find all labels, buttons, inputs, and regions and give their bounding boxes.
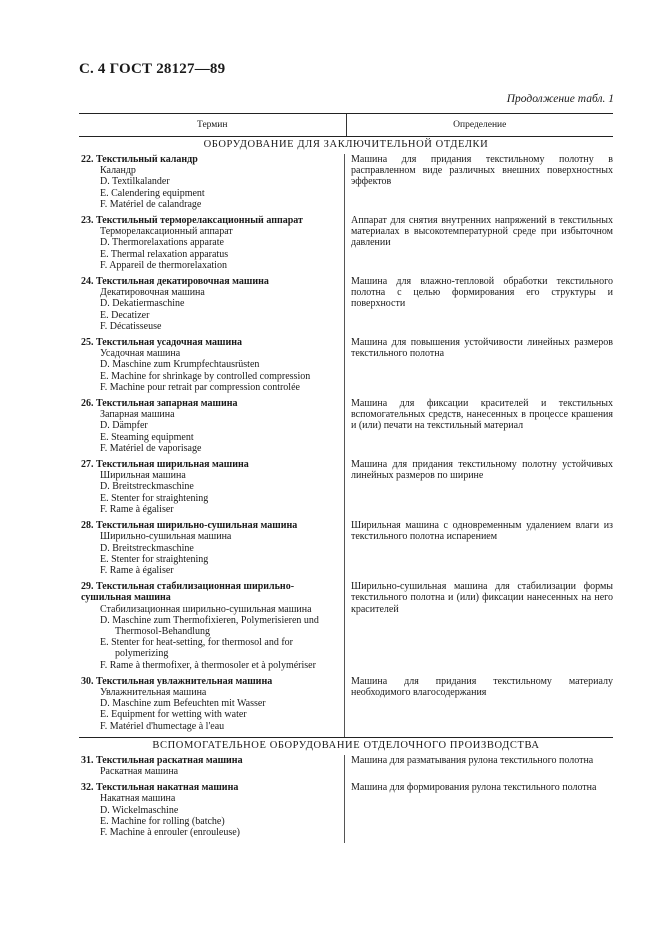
- term-synonym: Запарная машина: [100, 409, 175, 421]
- page-title: С. 4 ГОСТ 28127—89: [79, 61, 226, 77]
- definition-cell: Ширильно-сушильная машина для стабилизации формы текстильного полотна и (или) фиксации нанесенных на него красителей: [351, 581, 613, 615]
- term-cell: [79, 459, 344, 515]
- term-cell: [79, 676, 344, 732]
- term-cell: [79, 782, 344, 838]
- term-synonym: E. Decatizer: [100, 309, 150, 321]
- term-cell: [79, 154, 344, 210]
- terms-table: [79, 113, 613, 843]
- term-synonym: F. Machine à enrouler (enrouleuse): [100, 826, 240, 838]
- table-row: [79, 782, 613, 838]
- term-synonym: Каландр: [100, 165, 136, 177]
- term-synonym: Накатная машина: [100, 793, 176, 805]
- term-cell: [79, 755, 344, 777]
- column-header-term: Термин: [197, 120, 228, 130]
- definition-cell: Машина для придания текстильному полотну устойчивых линейных размеров по ширине: [351, 459, 613, 482]
- term-title: 32. Текстильная накатная машина: [81, 782, 239, 794]
- table-continuation-note: Продолжение табл. 1: [506, 93, 614, 105]
- term-synonym: Декатировочная машина: [100, 287, 205, 299]
- spacer-cell: [79, 732, 344, 737]
- term-synonym: E. Stenter for straightening: [100, 492, 209, 504]
- section-heading-auxiliary: ВСПОМОГАТЕЛЬНОЕ ОБОРУДОВАНИЕ ОТДЕЛОЧНОГО ПРОИЗВОДСТВА: [152, 739, 540, 751]
- definition-cell: Машина для разматывания рулона текстильного полотна: [351, 754, 594, 766]
- term-cell: [79, 581, 344, 671]
- term-cell: [79, 520, 344, 576]
- term-title: 26. Текстильная запарная машина: [81, 398, 238, 410]
- term-synonym: Терморелаксационный аппарат: [100, 226, 233, 238]
- spacer-cell: [79, 838, 344, 843]
- table-row: [79, 459, 613, 515]
- term-synonym: Раскатная машина: [100, 765, 179, 777]
- table-header-row: [79, 114, 613, 136]
- term-title: 30. Текстильная увлажнительная машина: [81, 675, 273, 687]
- term-synonym: F. Matériel de calandrage: [100, 198, 202, 210]
- term-synonym: Ширильная машина: [100, 470, 186, 482]
- term-title: 28. Текстильная ширильно-сушильная машина: [81, 520, 298, 532]
- table-row: [79, 581, 613, 671]
- term-synonym: F. Matériel de vaporisage: [100, 442, 202, 454]
- term-synonym: D. Maschine zum Krumpfechtausrüsten: [100, 359, 260, 371]
- term-synonym: F. Rame à thermofixer, à thermosoler et à polymériser: [100, 659, 316, 671]
- definition-cell: Ширильная машина с одновременным удалением влаги из текстильного полотна испарением: [351, 520, 613, 543]
- term-synonym: D. Breitstreckmaschine: [100, 542, 194, 554]
- column-header-definition: Определение: [346, 114, 614, 136]
- term-synonym: E. Steaming equipment: [100, 431, 194, 443]
- term-title: 23. Текстильный терморелаксационный аппарат: [81, 215, 303, 227]
- table-row: [79, 398, 613, 454]
- term-synonym: D. Dekatiermaschine: [100, 298, 185, 310]
- spacer-cell: [345, 732, 613, 737]
- term-title: 22. Текстильный каландр: [81, 154, 198, 165]
- term-synonym: D. Wickelmaschine: [100, 804, 179, 816]
- section-rows-finishing: [79, 154, 613, 737]
- term-cell: [79, 215, 344, 271]
- table-row: [79, 276, 613, 332]
- term-synonym: F. Décatisseuse: [100, 320, 162, 332]
- term-synonym: Ширильно-сушильная машина: [100, 531, 232, 543]
- term-synonym: D. Breitstreckmaschine: [100, 481, 194, 493]
- table-row: [79, 676, 613, 732]
- term-synonym: E. Machine for shrinkage by controlled compression: [100, 370, 311, 382]
- term-synonym: E. Equipment for wetting with water: [100, 709, 247, 721]
- table-row: [79, 337, 613, 393]
- term-synonym: D. Maschine zum Befeuchten mit Wasser: [100, 698, 266, 710]
- row-spacer: [79, 732, 613, 737]
- term-synonym: D. Thermorelaxations apparate: [100, 237, 224, 249]
- table-row: [79, 755, 613, 777]
- table-row: [79, 520, 613, 576]
- definition-cell: Машина для придания текстильному материалу необходимого влагосодержания: [351, 675, 613, 698]
- term-synonym: F. Rame à égaliser: [100, 564, 174, 576]
- definition-cell: Машина для придания текстильному полотну в расправленном виде различных внешних поверхностных эффектов: [351, 154, 613, 188]
- term-synonym: E. Stenter for straightening: [100, 553, 209, 565]
- term-synonym: D. Dämpfer: [100, 420, 148, 432]
- term-title: 29. Текстильная стабилизационная ширильно-сушильная машина: [81, 581, 295, 604]
- term-synonym: Увлажнительная машина: [100, 686, 207, 698]
- term-synonym: D. Maschine zum Thermofixieren, Polymerisieren und: [100, 614, 319, 626]
- term-cell: [79, 398, 344, 454]
- term-synonym: D. Textilkalander: [100, 176, 170, 188]
- definition-cell: Машина для фиксации красителей и текстильных вспомогательных средств, нанесенных в процессе крашения и (или) печати на текстильный материал: [351, 398, 613, 432]
- table-row: [79, 154, 613, 210]
- term-synonym: F. Matériel d'humectage à l'eau: [100, 720, 225, 732]
- term-synonym: E. Stenter for heat-setting, for thermosol and for: [100, 637, 293, 649]
- term-synonym: Thermosol-Behandlung: [115, 625, 210, 637]
- section-rows-auxiliary: [79, 755, 613, 843]
- term-title: 27. Текстильная ширильная машина: [81, 459, 249, 471]
- spacer-cell: [345, 838, 613, 843]
- definition-cell: Машина для повышения устойчивости линейных размеров текстильного полотна: [351, 337, 613, 360]
- definition-cell: Машина для влажно-тепловой обработки текстильного полотна с целью формирования его структуры и поверхности: [351, 276, 613, 310]
- term-synonym: E. Thermal relaxation apparatus: [100, 248, 229, 260]
- section-heading-finishing: ОБОРУДОВАНИЕ ДЛЯ ЗАКЛЮЧИТЕЛЬНОЙ ОТДЕЛКИ: [203, 139, 489, 150]
- term-cell: [79, 337, 344, 393]
- table-row: [79, 215, 613, 271]
- term-synonym: E. Machine for rolling (batche): [100, 815, 225, 827]
- row-spacer: [79, 838, 613, 843]
- term-title: 24. Текстильная декатировочная машина: [81, 276, 269, 288]
- definition-cell: Аппарат для снятия внутренних напряжений в текстильных материалах в высокотемпературной среде при избыточном давлении: [351, 215, 613, 249]
- term-synonym: Усадочная машина: [100, 348, 181, 360]
- term-synonym: F. Rame à égaliser: [100, 503, 174, 515]
- term-synonym: F. Machine pour retrait par compression controlée: [100, 381, 300, 393]
- term-synonym: E. Calendering equipment: [100, 187, 205, 199]
- definition-cell: Машина для формирования рулона текстильного полотна: [351, 782, 597, 794]
- term-title: 25. Текстильная усадочная машина: [81, 337, 242, 349]
- term-synonym: F. Appareil de thermorelaxation: [100, 259, 227, 271]
- term-synonym: polymerizing: [115, 648, 169, 660]
- term-synonym: Стабилизационная ширильно-сушильная машина: [100, 603, 312, 615]
- term-title: 31. Текстильная раскатная машина: [81, 754, 243, 766]
- term-cell: [79, 276, 344, 332]
